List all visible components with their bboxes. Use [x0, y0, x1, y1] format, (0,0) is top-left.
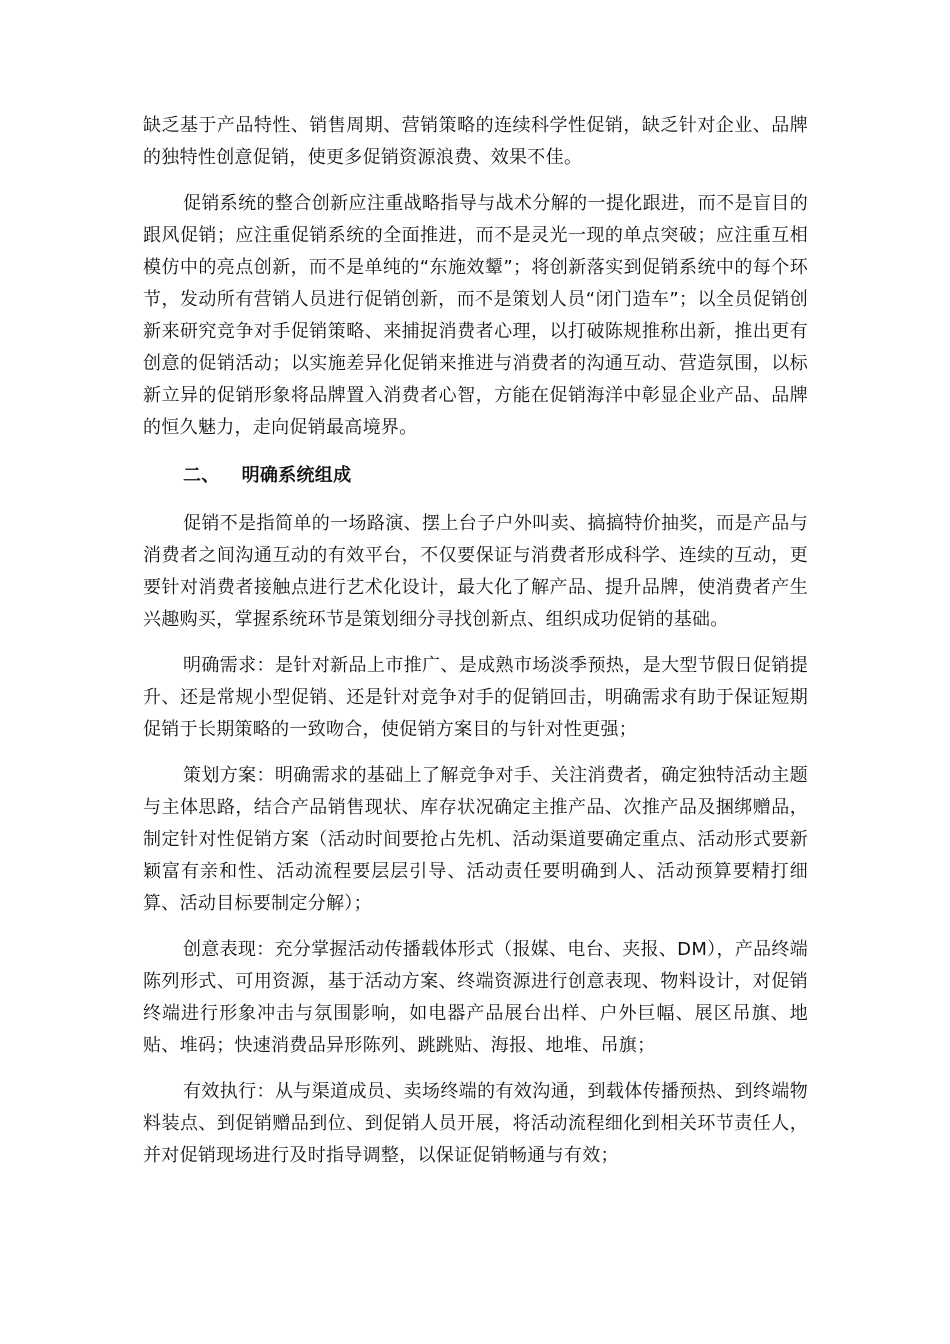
section-title: 明确系统组成 [241, 465, 352, 486]
paragraph-clarify-needs: 明确需求：是针对新品上市推广、是成熟市场淡季预热，是大型节假日促销提升、还是常规小型促销、还是针对竞争对手的促销回击，明确需求有助于保证短期促销于长期策略的一致吻合，使促销方案目的与针对性更强； [143, 655, 808, 740]
paragraph-creative-expression: 创意表现：充分掌握活动传播载体形式（报媒、电台、夹报、DM），产品终端陈列形式、可用资源，基于活动方案、终端资源进行创意表现、物料设计，对促销终端进行形象冲击与氛围影响，如电器产品展台出样、户外巨幅、展区吊旗、地贴、堆码；快速消费品异形陈列、跳跳贴、海报、地堆、吊旗； [143, 939, 808, 1056]
paragraph-promotion-problems: 缺乏基于产品特性、销售周期、营销策略的连续科学性促销，缺乏针对企业、品牌的独特性创意促销，使更多促销资源浪费、效果不佳。 [143, 115, 808, 168]
paragraph-planning-scheme: 策划方案：明确需求的基础上了解竞争对手、关注消费者，确定独特活动主题与主体思路，结合产品销售现状、库存状况确定主推产品、次推产品及捆绑赠品，制定针对性促销方案（活动时间要抢占先机、活动渠道要确定重点、活动形式要新颖富有亲和性、活动流程要层层引导、活动责任要明确到人、活动预算要精打细算、活动目标要制定分解）； [143, 765, 808, 914]
section-number: 二、 [183, 465, 220, 486]
paragraph-effective-execution: 有效执行：从与渠道成员、卖场终端的有效沟通，到载体传播预热、到终端物料装点、到促销赠品到位、到促销人员开展，将活动流程细化到相关环节责任人，并对促销现场进行及时指导调整，以保证促销畅通与有效； [143, 1081, 808, 1166]
paragraph-promotion-definition: 促销不是指简单的一场路演、摆上台子户外叫卖、搞搞特价抽奖，而是产品与消费者之间沟通互动的有效平台，不仅要保证与消费者形成科学、连续的互动，更要针对消费者接触点进行艺术化设计，最大化了解产品、提升品牌，使消费者产生兴趣购买，掌握系统环节是策划细分寻找创新点、组织成功促销的基础。 [143, 513, 808, 630]
section-heading [143, 460, 808, 492]
document-body [143, 110, 808, 1186]
paragraph-integrated-innovation: 促销系统的整合创新应注重战略指导与战术分解的一提化跟进，而不是盲目的跟风促销；应注重促销系统的全面推进，而不是灵光一现的单点突破；应注重互相模仿中的亮点创新，而不是单纯的“东施效颦”；将创新落实到促销系统中的每个环节，发动所有营销人员进行促销创新，而不是策划人员“闭门造车”；以全员促销创新来研究竞争对手促销策略、来捕捉消费者心理，以打破陈规推称出新，推出更有创意的促销活动；以实施差异化促销来推进与消费者的沟通互动、营造氛围，以标新立异的促销形象将品牌置入消费者心智，方能在促销海洋中彰显企业产品、品牌的恒久魅力，走向促销最高境界。 [143, 193, 808, 438]
